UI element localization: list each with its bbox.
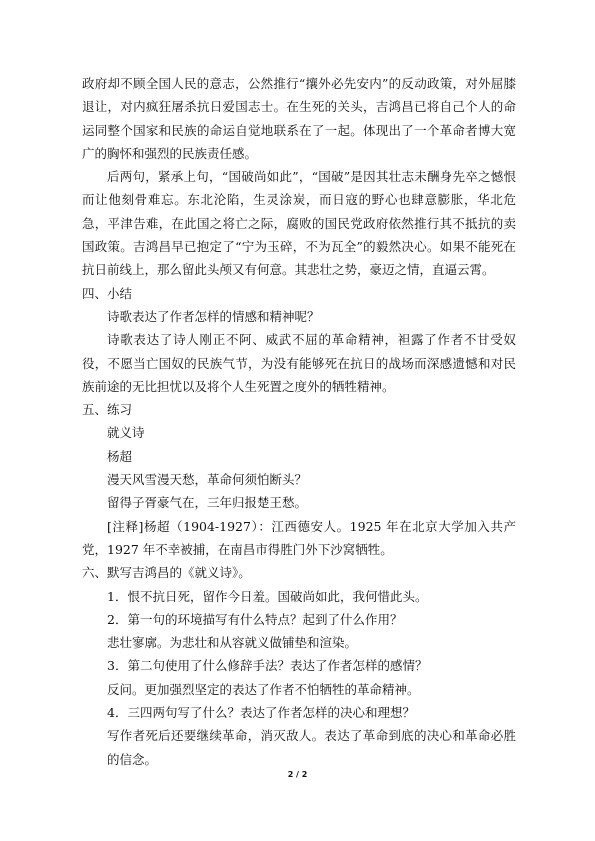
- page-number: 2 / 2: [287, 770, 308, 779]
- paragraph: 反问。更加强烈坚定的表达了作者不怕牺牲的革命精神。: [107, 681, 420, 697]
- paragraph: 留得子胥豪气在，三年归报楚王愁。: [107, 495, 308, 511]
- paragraph: 诗歌表达了作者怎样的情感和精神呢？: [107, 308, 320, 324]
- document-body: [82, 72, 516, 771]
- paragraph: 六、默写吉鸿昌的《就义诗》。: [82, 565, 251, 581]
- paragraph: 4．三四两句写了什么？表达了作者怎样的决心和理想？: [107, 705, 415, 721]
- paragraph: 写作者死后还要继续革命，消灭敌人。表达了革命到底的决心和革命必胜的信念。: [107, 728, 516, 767]
- paragraph: [注释]杨超（1904-1927）：江西德安人。1925 年在北京大学加入共产党，1927 年不幸被捕，在南昌市得胜门外下沙窝牺牲。: [82, 518, 516, 557]
- paragraph: 四、小结: [82, 285, 133, 301]
- paragraph: 2．第一句的环境描写有什么特点？起到了什么作用？: [107, 611, 403, 627]
- paragraph: 政府却不顾全国人民的意志，公然推行“攘外必先安内”的反动政策，对外屈膝退让，对内疯狂屠杀抗日爱国志士。在生死的关头，吉鸿昌已将自己个人的命运同整个国家和民族的命运自觉地联系在了一起。体现出了一个革命者博大宽广的胸怀和强烈的民族责任感。: [82, 76, 516, 161]
- paragraph: 1．恨不抗日死，留作今日羞。国破尚如此，我何惜此头。: [107, 588, 428, 604]
- paragraph: 就义诗: [107, 425, 145, 441]
- paragraph: 五、练习: [82, 402, 133, 418]
- paragraph: 诗歌表达了诗人刚正不阿、威武不屈的革命精神，袒露了作者不甘受奴役，不愿当亡国奴的民族气节，为没有能够死在抗日的战场而深感遗憾和对民族前途的无比担忧以及将个人生死置之度外的牺牲精神。: [82, 332, 516, 394]
- paragraph: 漫天风雪漫天愁，革命何须怕断头？: [107, 472, 308, 488]
- paragraph: 悲壮寥廓。为悲壮和从容就义做铺垫和渲染。: [107, 635, 358, 651]
- paragraph: 后两句，紧承上句，“国破尚如此”，“国破”是因其壮志未酬身先卒之憾恨而让他刻骨难忘。东北沦陷，生灵涂炭，而日寇的野心也肆意膨胀，华北危急，平津告难，在此国之将亡之际，腐败的国民党政府依然推行其不抵抗的卖国政策。吉鸿昌早已抱定了“宁为玉碎，不为瓦全”的毅然决心。如果不能死在抗日前线上，那么留此头颅又有何意。其悲壮之势，豪迈之情，直逼云霄。: [82, 169, 516, 278]
- paragraph: 3．第二句使用了什么修辞手法？表达了作者怎样的感情？: [107, 658, 428, 674]
- paragraph: 杨超: [107, 448, 133, 464]
